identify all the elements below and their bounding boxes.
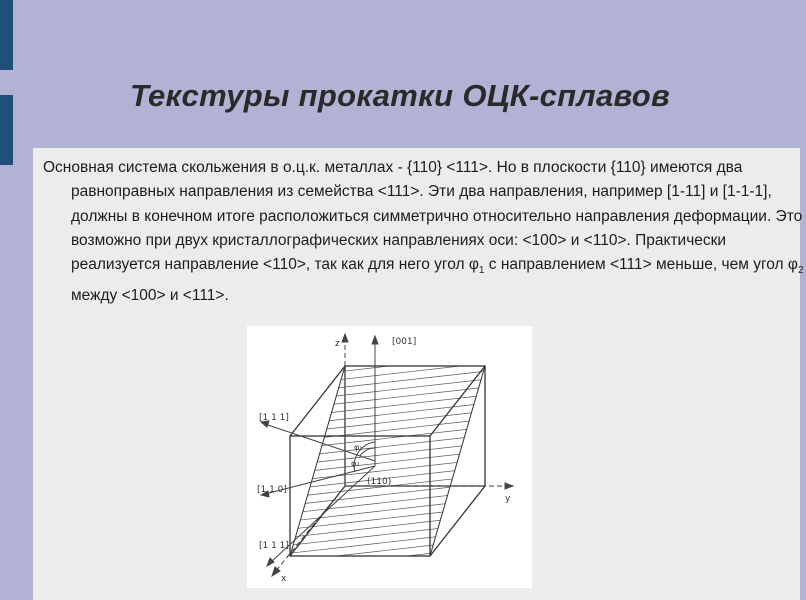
angle-label-phi1: φ₁ xyxy=(354,443,363,452)
direction-label-1-1-1: [1 1 1] xyxy=(259,541,289,551)
direction-label-1-10: [1 1 0] xyxy=(257,485,287,495)
body-text-end: между <100> и <111>. xyxy=(71,286,229,304)
angle-label-phi2: φ₂ xyxy=(351,459,360,468)
accent-bar-top xyxy=(0,0,13,70)
axis-label-x: x xyxy=(281,574,287,584)
axis-label-z: z xyxy=(335,339,340,349)
crystal-cube-figure xyxy=(247,326,532,588)
direction-label-1-11: [1 1 1] xyxy=(259,413,289,423)
body-text-mid: с направлением <111> меньше, чем угол φ xyxy=(484,256,798,274)
slide-title: Текстуры прокатки ОЦК-сплавов xyxy=(129,78,671,113)
body-paragraph xyxy=(43,156,806,308)
plane-outline xyxy=(290,366,485,556)
phi1-subscript: 1 xyxy=(478,265,485,277)
body-text-main: Основная система скольжения в о.ц.к. металлах - {110} <111>. Но в плоскости {110} имеются два равноправных направления из семейства <111>. Эти два направления, например [1-11] и [1-1-1], должны в конечном итоге расположиться симметрично относительно направления деформации. Это возможно при двух кристаллографических направлениях оси: <100> и <110>. Практически реализуется направление <110>, так как для него угол φ xyxy=(43,159,803,274)
phi2-subscript: 2 xyxy=(797,265,804,277)
plane-label-110: (110) xyxy=(367,477,392,487)
direction-label-001: [001] xyxy=(392,337,417,347)
axes xyxy=(261,334,513,576)
cube-diagram xyxy=(247,326,532,588)
cube-edges xyxy=(290,366,485,556)
axis-label-y: y xyxy=(505,494,511,504)
